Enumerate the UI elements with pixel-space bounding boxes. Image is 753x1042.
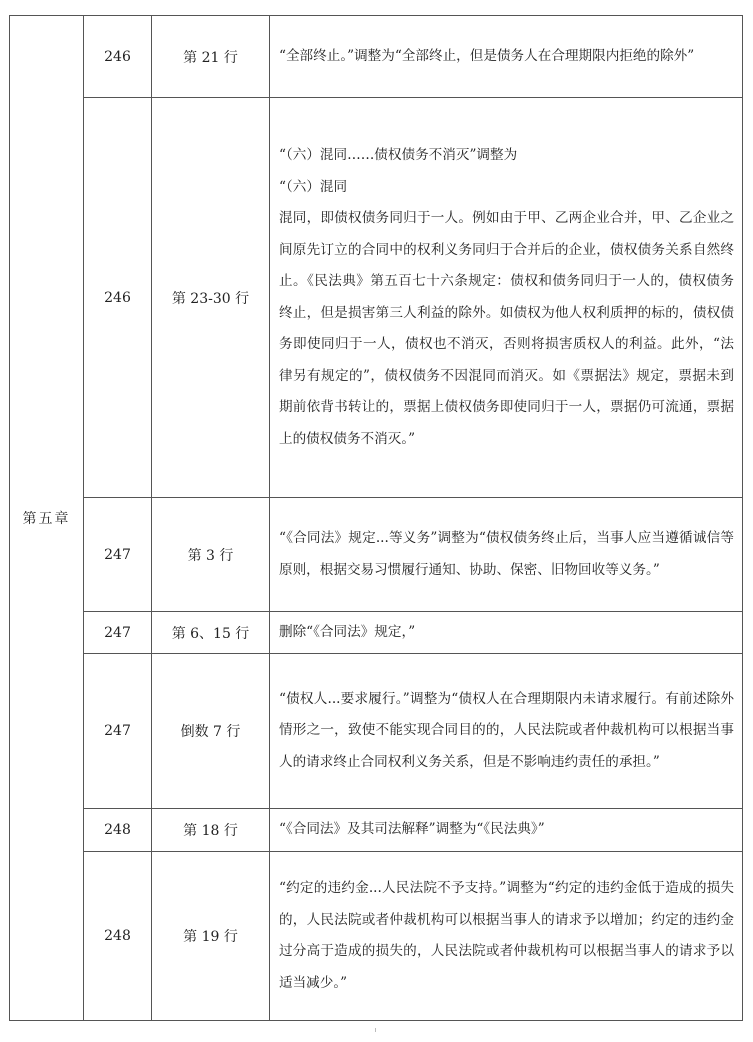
table-row	[10, 852, 743, 1021]
content-text: “（六）混同	[279, 178, 348, 195]
line-cell: 第 21 行	[152, 16, 270, 98]
page-cell: 248	[84, 852, 152, 1021]
line-cell: 第 6、15 行	[152, 612, 270, 654]
content-text: “全部终止。”调整为“全部终止，但是债务人在合理期限内拒绝的除外”	[279, 47, 695, 64]
page-cell: 247	[84, 498, 152, 612]
page-cell: 246	[84, 98, 152, 498]
scan-artifact	[375, 1028, 376, 1032]
content-text: “约定的违约金...人民法院不予支持。”调整为“约定的违约金低于造成的损失的，人民法院或者仲裁机构可以根据当事人的请求予以增加；约定的违约金过分高于造成的损失的，人民法院或者仲裁机构可以根据当事人的请求予以适当减少。”	[279, 880, 734, 991]
content-cell	[270, 809, 743, 852]
table-row	[10, 654, 743, 809]
content-cell	[270, 852, 743, 1021]
line-cell: 倒数 7 行	[152, 654, 270, 809]
table-row	[10, 809, 743, 852]
content-cell	[270, 98, 743, 498]
chapter-cell: 第五章	[10, 16, 84, 1021]
content-text: “《合同法》规定...等义务”调整为“债权债务终止后，当事人应当遵循诚信等原则，根据交易习惯履行通知、协助、保密、旧物回收等义务。”	[279, 530, 734, 578]
content-cell	[270, 498, 743, 612]
table-row	[10, 612, 743, 654]
table-row	[10, 498, 743, 612]
line-cell: 第 19 行	[152, 852, 270, 1021]
content-text: 混同，即债权债务同归于一人。例如由于甲、乙两企业合并，甲、乙企业之间原先订立的合同中的权利义务同归于合并后的企业，债权债务关系自然终止。《民法典》第五百七十六条规定：债权和债务同归于一人的，债权债务终止，但是损害第三人利益的除外。如债权为他人权利质押的标的，债权债务即使同归于一人，债权也不消灭，否则将损害质权人的利益。此外，“法律另有规定的”，债权债务不因混同而消灭。如《票据法》规定，票据未到期前依背书转让的，票据上债权债务即使同归于一人，票据仍可流通，票据上的债权债务不消灭。”	[279, 210, 734, 447]
page-cell: 248	[84, 809, 152, 852]
content-cell	[270, 654, 743, 809]
errata-table	[9, 15, 743, 1021]
content-text: “债权人...要求履行。”调整为“债权人在合理期限内未请求履行。有前述除外情形之一，致使不能实现合同目的的，人民法院或者仲裁机构可以根据当事人的请求终止合同权利义务关系，但是不影响违约责任的承担。”	[279, 690, 734, 770]
page-cell: 246	[84, 16, 152, 98]
content-cell	[270, 612, 743, 654]
content-cell	[270, 16, 743, 98]
content-text: “（六）混同……债权债务不消灭”调整为	[279, 147, 518, 163]
content-text: 删除“《合同法》规定，”	[279, 623, 416, 640]
line-cell: 第 3 行	[152, 498, 270, 612]
page-cell: 247	[84, 654, 152, 809]
line-cell: 第 18 行	[152, 809, 270, 852]
content-text: “《合同法》及其司法解释”调整为“《民法典》”	[279, 821, 545, 838]
line-cell: 第 23-30 行	[152, 98, 270, 498]
table-row	[10, 98, 743, 498]
table-row	[10, 16, 743, 98]
page-cell: 247	[84, 612, 152, 654]
